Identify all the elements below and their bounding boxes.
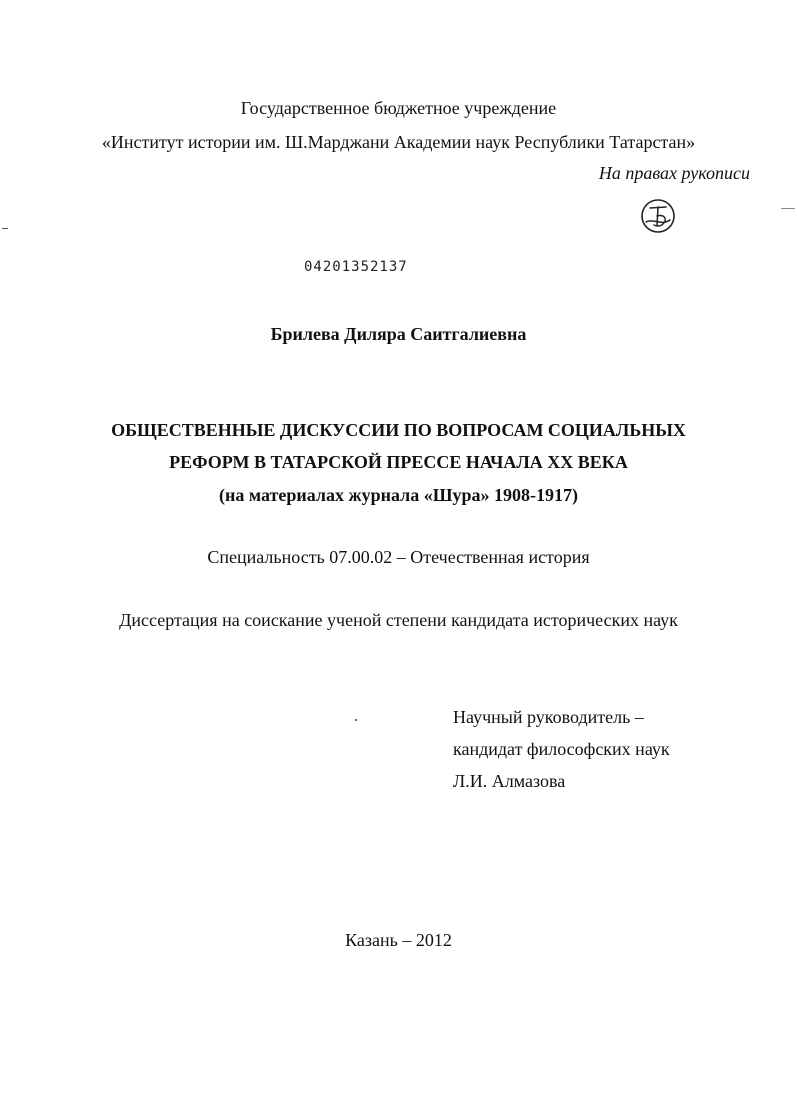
registration-code: 04201352137 (304, 259, 408, 275)
scan-speck (355, 719, 357, 721)
institution-line-2: «Институт истории им. Ш.Марджани Академии наук Республики Татарстан» (101, 132, 696, 152)
speciality: Специальность 07.00.02 – Отечественная история (207, 547, 590, 567)
manuscript-rights: На правах рукописи (598, 163, 750, 183)
scan-margin-mark-right (781, 208, 795, 209)
scan-margin-mark-left (2, 228, 8, 229)
dissertation-type: Диссертация на соискание ученой степени кандидата исторических наук (119, 610, 678, 630)
institution-line-1: Государственное бюджетное учреждение (240, 98, 557, 118)
title-line-1: ОБЩЕСТВЕННЫЕ ДИСКУССИИ ПО ВОПРОСАМ СОЦИАЛЬНЫХ (111, 420, 686, 440)
place-year: Казань – 2012 (345, 930, 452, 950)
supervisor-role: Научный руководитель – (453, 707, 644, 727)
supervisor-degree: кандидат философских наук (453, 739, 670, 759)
title-line-2: РЕФОРМ В ТАТАРСКОЙ ПРЕССЕ НАЧАЛА XX ВЕКА (169, 452, 628, 472)
signature-seal-icon (636, 196, 680, 236)
supervisor-name: Л.И. Алмазова (453, 771, 566, 791)
author-name: Брилева Диляра Саитгалиевна (270, 324, 527, 344)
title-subtitle: (на материалах журнала «Шура» 1908-1917) (219, 485, 578, 505)
